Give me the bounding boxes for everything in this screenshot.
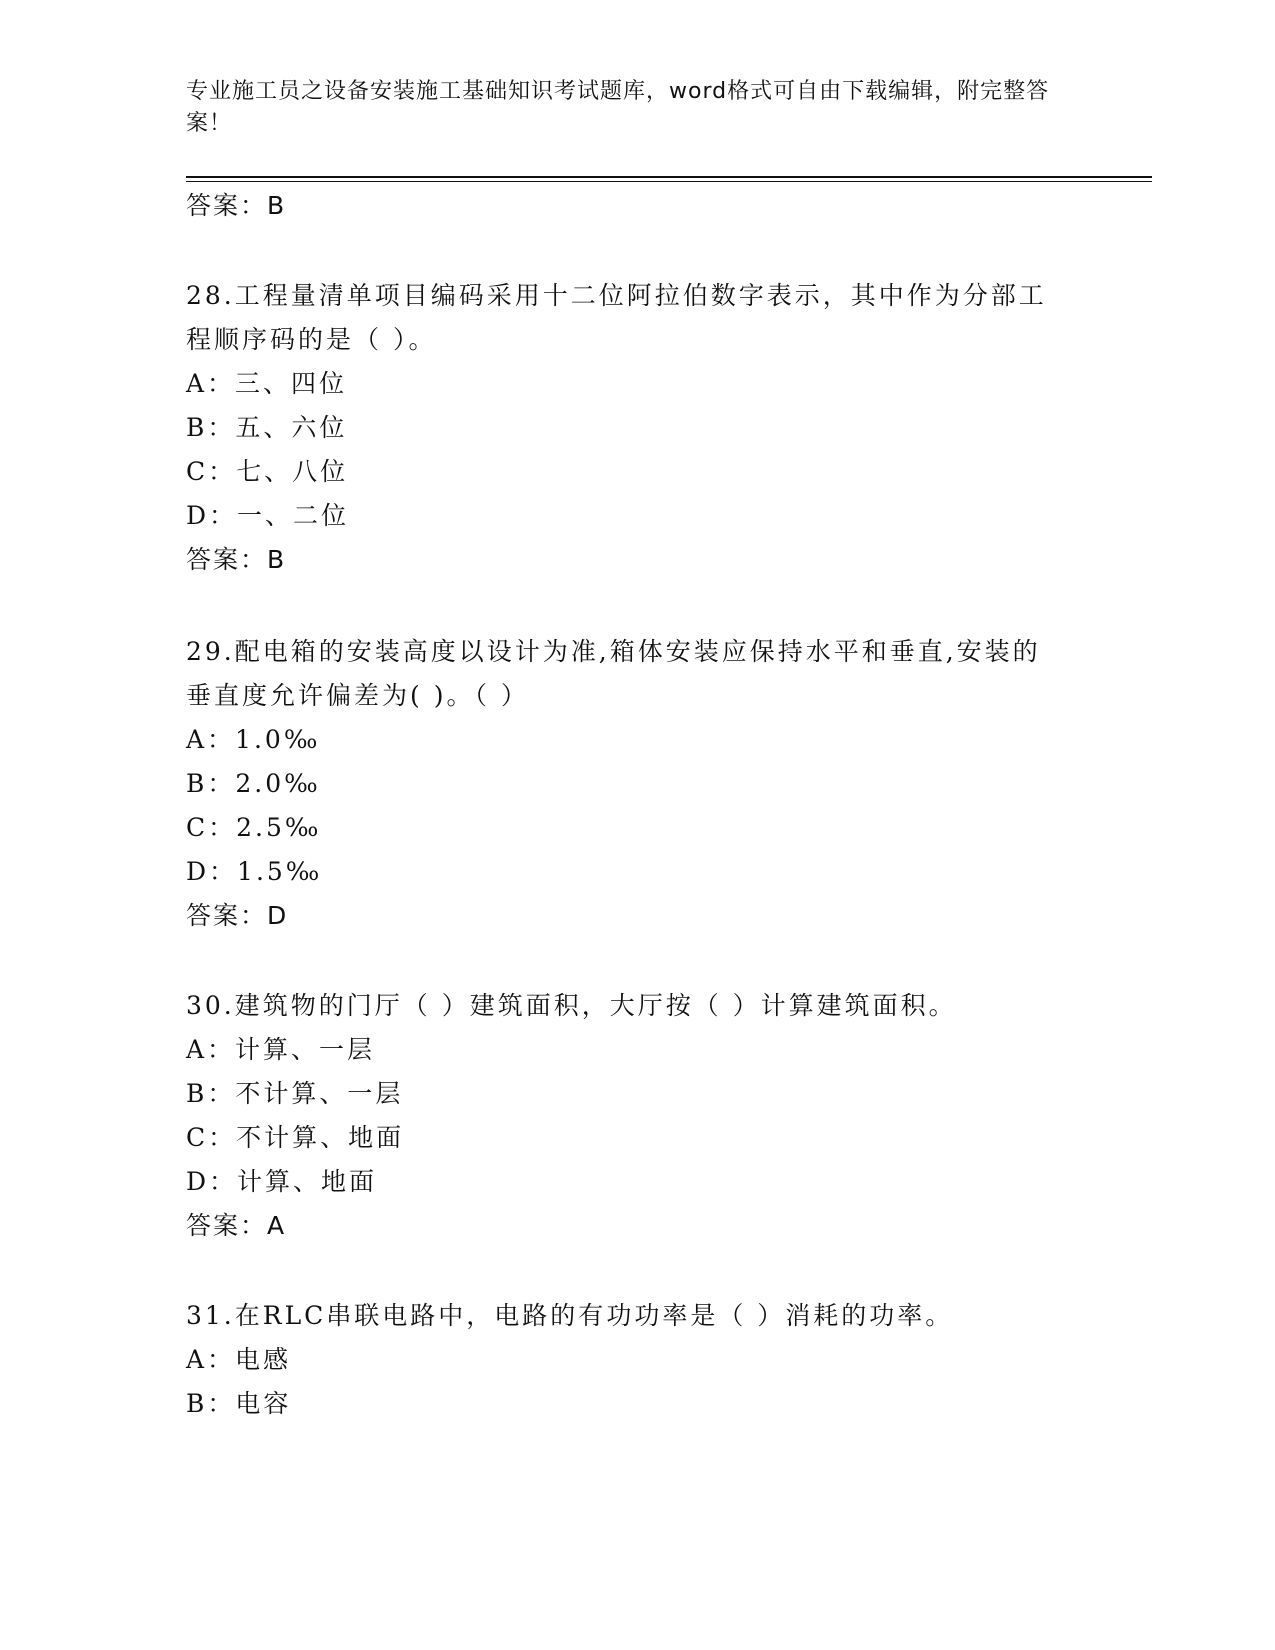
question-28-line-1: 28.工程量清单项目编码采用十二位阿拉伯数字表示，其中作为分部工 (186, 281, 1047, 310)
option-31-b: B：电容 (186, 1389, 292, 1418)
header-rule-thick (186, 176, 1152, 178)
option-28-d: D：一、二位 (186, 501, 350, 530)
question-29-line-1: 29.配电箱的安装高度以设计为准,箱体安装应保持水平和垂直,安装的 (186, 637, 1041, 666)
answer-30: 答案：A (186, 1211, 287, 1240)
question-30-line-1: 30.建筑物的门厅（ ）建筑面积，大厅按（ ）计算建筑面积。 (186, 991, 957, 1020)
question-31-line-1: 31.在RLC串联电路中，电路的有功功率是（ ）消耗的功率。 (186, 1301, 954, 1330)
option-29-c: C：2.5‰ (186, 813, 322, 842)
question-29-line-2: 垂直度允许偏差为( )。（ ） (186, 681, 529, 710)
option-28-c: C：七、八位 (186, 457, 349, 486)
question-28-line-2: 程顺序码的是（ ）。 (186, 325, 437, 354)
document-header: 专业施工员之设备安装施工基础知识考试题库，word格式可自由下载编辑，附完整答案！ (186, 79, 1050, 136)
option-28-b: B：五、六位 (186, 413, 348, 442)
option-30-a: A：计算、一层 (186, 1035, 376, 1064)
answer-29: 答案：D (186, 901, 289, 930)
option-30-b: B：不计算、一层 (186, 1079, 404, 1108)
option-31-a: A：电感 (186, 1345, 292, 1374)
header-rule-thin (186, 181, 1152, 182)
option-29-b: B：2.0‰ (186, 769, 321, 798)
option-30-d: D：计算、地面 (186, 1167, 378, 1196)
option-29-a: A：1.0‰ (186, 725, 321, 754)
answer-28: 答案：B (186, 545, 287, 574)
option-30-c: C：不计算、地面 (186, 1123, 405, 1152)
option-28-a: A：三、四位 (186, 369, 348, 398)
answer-line: 答案：B (186, 191, 287, 220)
option-29-d: D：1.5‰ (186, 857, 323, 886)
